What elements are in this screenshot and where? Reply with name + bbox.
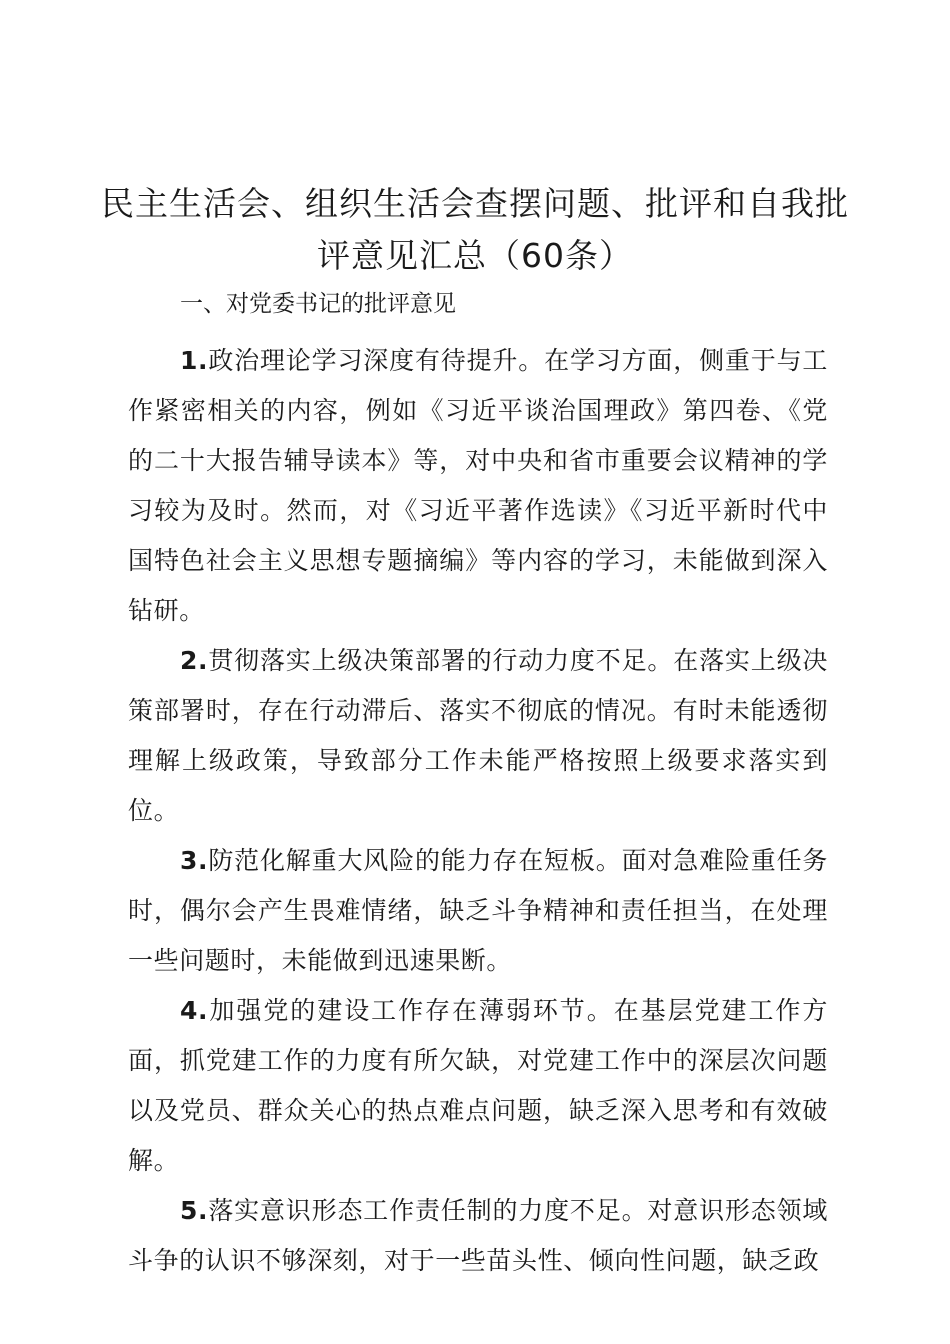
list-item [128,986,828,1186]
item-text: 在学习方面，侧重于与工作紧密相关的内容，例如《习近平谈治国理政》第四卷、《党的二十大报告辅导读本》等，对中央和省市重要会议精神的学习较为及时。然而，对《习近平著作选读》《习近平新时代中国特色社会主义思想专题摘编》等内容的学习，未能做到深入钻研。 [128,346,828,625]
item-lead: 落实意识形态工作责任制的力度不足。 [208,1196,648,1225]
section-heading: 一、对党委书记的批评意见 [180,291,456,317]
item-number: 3. [180,846,209,875]
item-text: 在落实上级决策部署时，存在行动滞后、落实不彻底的情况。有时未能透彻理解上级政策，导致部分工作未能严格按照上级要求落实到位。 [128,646,828,825]
item-text: 对意识形态领域斗争的认识不够深刻，对于一些苗头性、倾向性问题，缺乏政 [128,1196,828,1275]
item-lead: 政治理论学习深度有待提升。 [208,346,545,375]
item-text: 面对急难险重任务时，偶尔会产生畏难情绪，缺乏斗争精神和责任担当，在处理一些问题时，未能做到迅速果断。 [128,846,828,975]
item-text: 在基层党建工作方面，抓党建工作的力度有所欠缺，对党建工作中的深层次问题以及党员、群众关心的热点难点问题，缺乏深入思考和有效破解。 [128,996,828,1175]
item-lead: 加强党的建设工作存在薄弱环节。 [208,996,614,1025]
item-number: 5. [180,1196,209,1225]
list-item [128,636,828,836]
document-title: 民主生活会、组织生活会查摆问题、批评和自我批评意见汇总（60条） [101,184,849,275]
item-number: 1. [180,346,209,375]
item-lead: 贯彻落实上级决策部署的行动力度不足。 [208,646,674,675]
item-lead: 防范化解重大风险的能力存在短板。 [208,846,622,875]
item-number: 2. [180,646,209,675]
list-item [128,836,828,986]
document-body [128,336,828,1286]
item-number: 4. [180,996,209,1025]
list-item [128,336,828,636]
list-item [128,1186,828,1286]
